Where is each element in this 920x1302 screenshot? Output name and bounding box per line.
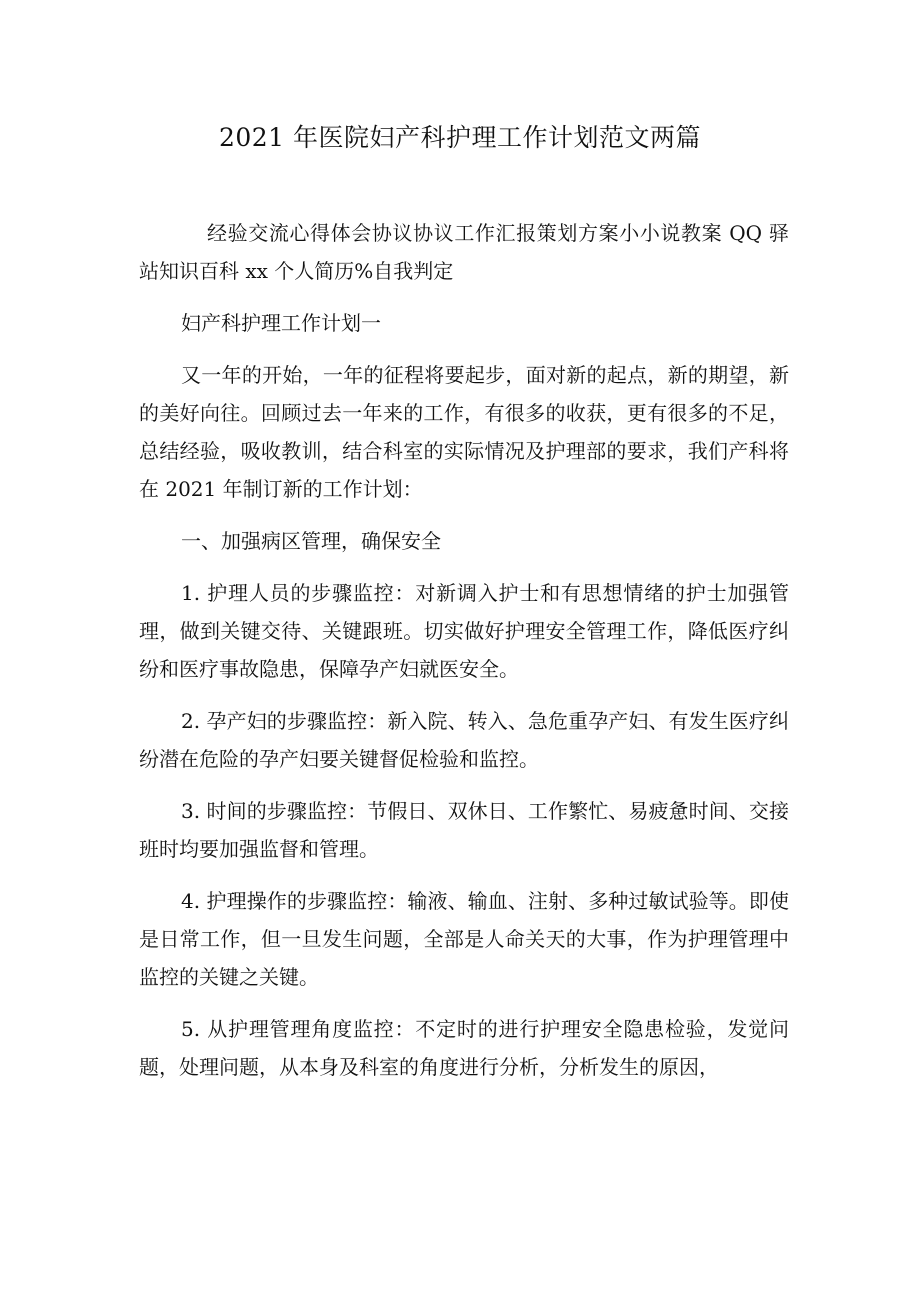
document-body xyxy=(139,214,789,1100)
list-item-time-monitoring: 3. 时间的步骤监控：节假日、双休日、工作繁忙、易疲惫时间、交接班时均要加强监督和管理。 xyxy=(139,799,789,861)
document-title: 2021 年医院妇产科护理工作计划范文两篇 xyxy=(218,123,702,152)
list-item-operation-monitoring: 4. 护理操作的步骤监控：输液、输血、注射、多种过敏试验等。即使是日常工作，但一旦发生问题，全部是人命关天的大事，作为护理管理中监控的关键之关键。 xyxy=(139,889,789,989)
list-item-staff-monitoring: 1. 护理人员的步骤监控：对新调入护士和有思想情绪的护士加强管理，做到关键交待、关键跟班。切实做好护理安全管理工作，降低医疗纠纷和医疗事故隐患，保障孕产妇就医安全。 xyxy=(139,581,789,681)
list-item-management-monitoring: 5. 从护理管理角度监控：不定时的进行护理安全隐患检验，发觉问题，处理问题，从本身及科室的角度进行分析，分析发生的原因， xyxy=(139,1017,789,1079)
section-heading-ward-management: 一、加强病区管理，确保安全 xyxy=(181,529,441,553)
section-heading-plan-one: 妇产科护理工作计划一 xyxy=(181,311,381,335)
list-item-patient-monitoring: 2. 孕产妇的步骤监控：新入院、转入、急危重孕产妇、有发生医疗纠纷潜在危险的孕产妇要关键督促检验和监控。 xyxy=(139,709,789,771)
intro-keywords-paragraph: 经验交流心得体会协议协议工作汇报策划方案小小说教案 QQ 驿站知识百科 xx 个人简历%自我判定 xyxy=(139,221,789,283)
body-paragraph: 又一年的开始，一年的征程将要起步，面对新的起点，新的期望，新的美好向往。回顾过去一年来的工作，有很多的收获，更有很多的不足，总结经验，吸收教训，结合科室的实际情况及护理部的要求，我们产科将在 2021 年制订新的工作计划： xyxy=(139,363,789,501)
